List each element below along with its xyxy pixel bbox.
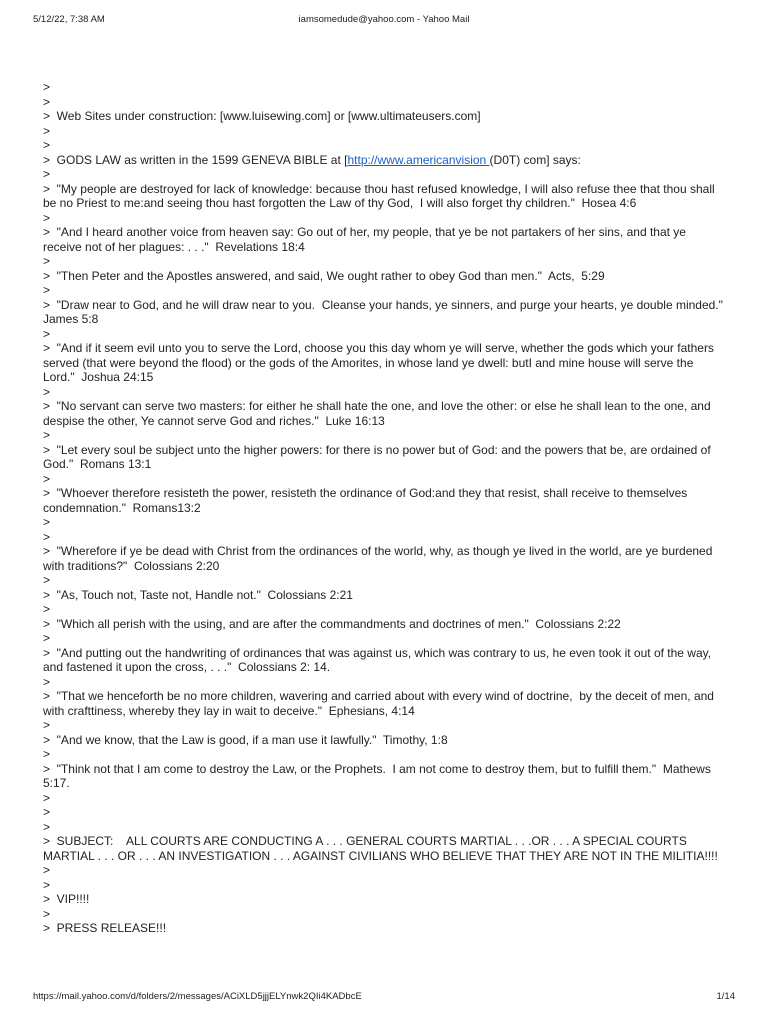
gods-law-line	[43, 153, 727, 168]
verse-colossians-2-20: > "Wherefore if ye be dead with Christ from the ordinances of the world, why, as though ye lived in the world, are ye burdened with traditions?" Colossians 2:20	[43, 544, 716, 573]
quote-marker: >	[43, 718, 51, 732]
verse-colossians-2-14: > "And putting out the handwriting of ordinances that was against us, which was contrary to us, he even took it out of the way, and fastened it upon the cross, . . ." Colossians 2: 14.	[43, 645, 715, 674]
verse-romans-13-1: > "Let every soul be subject unto the higher powers: for there is no power but of God: and the powers that be, are ordained of God." Romans 13:1	[43, 442, 715, 471]
verse-joshua: > "And if it seem evil unto you to serve the Lord, choose you this day whom ye will serve, whether the gods which your fathers served (that were beyond the flood) or the gods of the Amorites, in whose land ye dwell: butI and mine house will serve the Lord." Joshua 24:15	[43, 341, 718, 384]
quote-marker: >	[43, 167, 51, 181]
quote-marker: >	[43, 515, 51, 529]
verse-james: > "Draw near to God, and he will draw near to you. Cleanse your hands, ye sinners, and purge your hearts, ye double minded." James 5:8	[43, 297, 730, 326]
press-release-line: > PRESS RELEASE!!!	[43, 921, 167, 935]
quote-marker: >	[43, 573, 51, 587]
quote-marker: >	[43, 863, 51, 877]
gods-law-prefix: > GODS LAW as written in the 1599 GENEVA BIBLE at [	[43, 152, 348, 167]
verse-hosea: > "My people are destroyed for lack of knowledge: because thou hast refused knowledge, I will also refuse thee that thou shall be no Priest to me:and seeing thou hast forgotten the Law of thy God, I will also forget thy children." Hosea 4:6	[43, 181, 719, 210]
quote-marker: >	[43, 80, 51, 94]
verse-timothy: > "And we know, that the Law is good, if a man use it lawfully." Timothy, 1:8	[43, 732, 448, 747]
quote-marker: >	[43, 631, 51, 645]
quote-marker: >	[43, 123, 51, 138]
print-url: https://mail.yahoo.com/d/folders/2/messages/ACiXLD5jjjELYnwk2QIi4KADbcE	[33, 991, 362, 1002]
quote-marker: >	[43, 602, 51, 616]
print-header	[33, 14, 735, 25]
verse-luke: > "No servant can serve two masters: for either he shall hate the one, and love the other: or else he shall lean to the one, and despise the other, Ye cannot serve God and riches." Luke 16:13	[43, 399, 715, 428]
quote-marker: >	[43, 138, 51, 152]
print-page-title: iamsomedude@yahoo.com - Yahoo Mail	[298, 14, 470, 25]
quote-marker: >	[43, 283, 51, 297]
quote-marker: >	[43, 210, 51, 225]
verse-ephesians: > "That we henceforth be no more children, wavering and carried about with every wind of doctrine, by the deceit of men, and with crafttiness, whereby they lay in wait to deceive." Ephesians, 4:14	[43, 689, 718, 718]
quote-marker: >	[43, 877, 51, 892]
quote-marker: >	[43, 94, 51, 109]
verse-revelations: > "And I heard another voice from heaven say: Go out of her, my people, that ye be not partakers of her sins, and that ye receive not of her plagues: . . ." Revelations 18:4	[43, 225, 690, 254]
verse-romans-13-2: > "Whoever therefore resisteth the power, resisteth the ordinance of God:and they that resist, shall receive to themselves condemnation." Romans13:2	[43, 486, 691, 515]
verse-colossians-2-22: > "Which all perish with the using, and are after the commandments and doctrines of men." Colossians 2:22	[43, 616, 621, 631]
quote-marker: >	[43, 906, 51, 921]
print-page-number: 1/14	[716, 991, 735, 1002]
print-footer	[33, 991, 735, 1002]
quote-marker: >	[43, 529, 51, 544]
americanvision-link[interactable]: http://www.americanvision	[347, 152, 490, 167]
verse-colossians-2-21: > "As, Touch not, Taste not, Handle not." Colossians 2:21	[43, 587, 353, 602]
quote-marker: >	[43, 819, 51, 834]
print-datetime: 5/12/22, 7:38 AM	[33, 14, 105, 25]
email-body	[43, 80, 730, 936]
subject-line: > SUBJECT: ALL COURTS ARE CONDUCTING A . . . GENERAL COURTS MARTIAL . . .OR . . . A SPECIAL COURTS MARTIAL . . . OR . . . AN INVESTIGATION . . . AGAINST CIVILIANS WHO BELIEVE THAT THEY ARE NOT IN THE MILITIA!!!!	[43, 834, 718, 863]
vip-line: > VIP!!!!	[43, 892, 90, 906]
quote-marker: >	[43, 254, 51, 268]
quote-marker: >	[43, 384, 51, 399]
quote-marker: >	[43, 674, 51, 689]
verse-acts: > "Then Peter and the Apostles answered, and said, We ought rather to obey God than men." Acts, 5:29	[43, 268, 605, 283]
quote-marker: >	[43, 326, 51, 341]
quote-marker: >	[43, 790, 51, 805]
quote-marker: >	[43, 471, 51, 486]
quote-marker: >	[43, 428, 51, 442]
gods-law-suffix: (D0T) com] says:	[489, 152, 581, 167]
quote-marker: >	[43, 805, 51, 819]
websites-line: > Web Sites under construction: [www.luisewing.com] or [www.ultimateusers.com]	[43, 109, 481, 123]
quote-marker: >	[43, 747, 51, 761]
verse-mathews: > "Think not that I am come to destroy the Law, or the Prophets. I am not come to destroy them, but to fulfill them." Mathews 5:17.	[43, 761, 715, 790]
